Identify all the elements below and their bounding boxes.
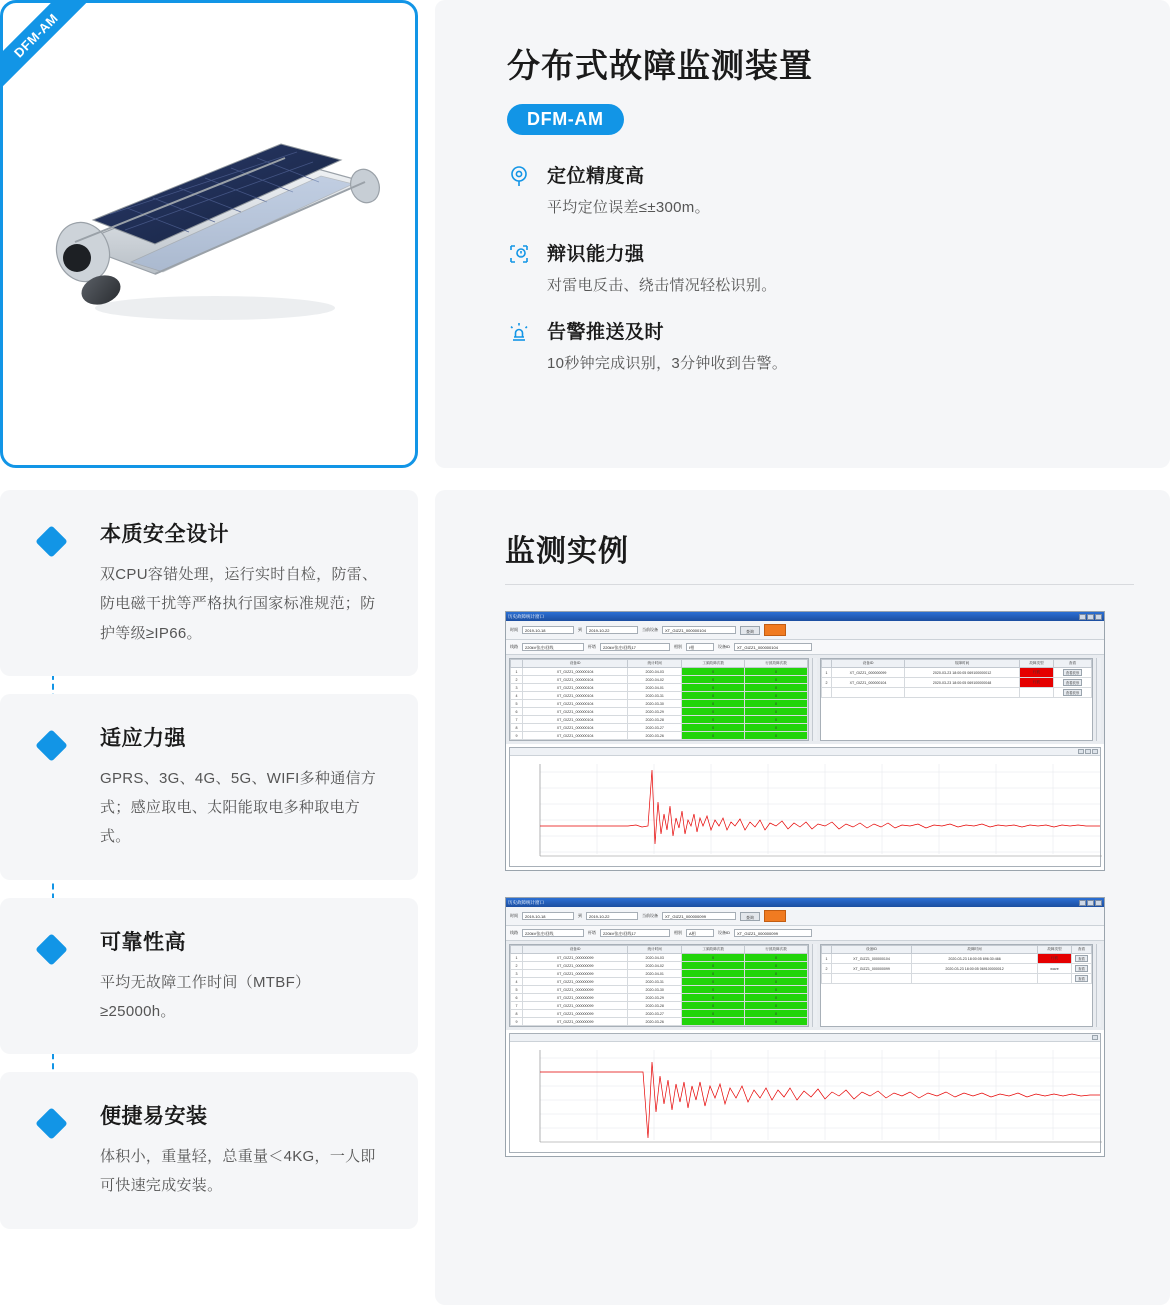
table-row[interactable] xyxy=(511,732,808,740)
pane-scrollbar[interactable] xyxy=(812,658,817,741)
cell-index: 8 xyxy=(511,1010,523,1018)
close-icon[interactable] xyxy=(1095,900,1102,906)
cell-date: 2020-03-26 xyxy=(628,1018,682,1026)
cell-power: 0 xyxy=(682,986,745,994)
cell-index: 6 xyxy=(511,994,523,1002)
table-header-row xyxy=(822,946,1092,954)
pane-scrollbar-right[interactable] xyxy=(1096,658,1101,741)
page-title: 分布式故障监测装置 xyxy=(507,47,813,84)
cell-device: XT_GIZZ1_000000099 xyxy=(523,954,628,962)
cell-wave: 0 xyxy=(745,716,808,724)
cell-wave: 0 xyxy=(745,732,808,740)
table-row[interactable] xyxy=(822,688,1092,698)
query-button[interactable]: 查询 xyxy=(740,626,760,635)
advantage-title: 便捷易安装 xyxy=(100,1105,208,1128)
save-icon[interactable] xyxy=(1092,1035,1098,1040)
cell-power: 0 xyxy=(682,1002,745,1010)
cell-index: 8 xyxy=(511,724,523,732)
tower-label: 杆塔 xyxy=(588,930,596,935)
time-from-input[interactable]: 2019-10-18 xyxy=(522,626,574,634)
cell-date: 2020-03-30 xyxy=(628,700,682,708)
cell-time xyxy=(912,974,1038,984)
time-to-label: 到 xyxy=(578,913,582,918)
cell-index: 5 xyxy=(511,700,523,708)
time-to-input[interactable]: 2019-10-22 xyxy=(586,912,638,920)
cell-power: 0 xyxy=(682,676,745,684)
cell-wave: 0 xyxy=(745,954,808,962)
cell-index: 4 xyxy=(511,978,523,986)
feature-item xyxy=(507,161,1120,217)
cell-date: 2020-03-26 xyxy=(628,732,682,740)
cell-type: 行波 xyxy=(1020,668,1054,678)
col-device-id: 设备ID xyxy=(523,660,628,668)
status-indicator xyxy=(764,910,786,922)
cell-wave: 0 xyxy=(745,978,808,986)
phase-label: 相别 xyxy=(674,930,682,935)
waveform-chart-1[interactable] xyxy=(509,747,1101,867)
window-controls[interactable] xyxy=(1079,900,1102,906)
advantage-card xyxy=(0,694,418,880)
cell-device: XT_GIZZ1_000000099 xyxy=(832,964,912,974)
cell-device: XT_GIZZ1_000000104 xyxy=(523,716,628,724)
cell-date: 2020-04-03 xyxy=(628,954,682,962)
statistics-table-pane[interactable] xyxy=(509,944,809,1027)
table-row[interactable] xyxy=(511,994,808,1002)
window-titlebar xyxy=(506,898,1104,907)
window-panes xyxy=(506,655,1104,744)
feature-title: 告警推送及时 xyxy=(547,322,665,343)
cell-wave: 0 xyxy=(745,724,808,732)
cell-power: 0 xyxy=(682,732,745,740)
view-wave-button[interactable]: 查看波形 xyxy=(1063,679,1083,686)
cell-device: XT_GIZZ1_000000104 xyxy=(523,724,628,732)
cell-date: 2020-03-28 xyxy=(628,1002,682,1010)
device-select[interactable]: XT_GIZZ1_000000099 xyxy=(662,912,736,920)
cell-index: 2 xyxy=(511,676,523,684)
cell-power: 0 xyxy=(682,700,745,708)
col-index xyxy=(511,946,523,954)
cell-wave: 0 xyxy=(745,692,808,700)
advantage-card xyxy=(0,898,418,1055)
table-row[interactable] xyxy=(511,1018,808,1026)
table-row[interactable] xyxy=(822,974,1092,984)
save-icon[interactable] xyxy=(1085,749,1091,754)
table-row[interactable] xyxy=(822,964,1092,974)
col-wave-faults: 行波故障次数 xyxy=(745,946,808,954)
table-row[interactable] xyxy=(511,676,808,684)
statistics-table-pane[interactable] xyxy=(509,658,809,741)
cell-device: XT_GIZZ1_000000099 xyxy=(523,970,628,978)
cell-wave: 0 xyxy=(745,1002,808,1010)
monitoring-column xyxy=(435,490,1170,1305)
software-window-1[interactable] xyxy=(505,611,1105,871)
cell-time xyxy=(905,688,1020,698)
line-select[interactable]: 220kV张庄I回线 xyxy=(522,643,584,651)
cell-date: 2020-04-02 xyxy=(628,962,682,970)
cell-view[interactable] xyxy=(1054,688,1092,698)
window-titlebar xyxy=(506,612,1104,621)
view-wave-button[interactable]: 查看 xyxy=(1075,965,1088,972)
table-row[interactable] xyxy=(511,970,808,978)
cell-index: 6 xyxy=(511,708,523,716)
col-wave-faults: 行波故障次数 xyxy=(745,660,808,668)
cell-device: XT_GIZZ1_000000104 xyxy=(832,954,912,964)
cell-power: 0 xyxy=(682,962,745,970)
tower-select[interactable]: 220kV张庄I回线17 xyxy=(600,643,670,651)
advantage-card xyxy=(0,1072,418,1229)
fault-table-pane[interactable] xyxy=(820,944,1093,1027)
product-info-card xyxy=(435,0,1170,468)
cell-wave: 0 xyxy=(745,668,808,676)
tower-select[interactable]: 220kV张庄I回线17 xyxy=(600,929,670,937)
phase-label: 相别 xyxy=(674,644,682,649)
table-header-row xyxy=(511,660,808,668)
statistics-table xyxy=(510,659,808,740)
col-device-id: 设备ID xyxy=(832,946,912,954)
cell-view[interactable] xyxy=(1054,678,1092,688)
cell-index: 2 xyxy=(822,678,832,688)
col-stat-time: 统计时间 xyxy=(628,946,682,954)
cell-index: 1 xyxy=(822,668,832,678)
pane-scrollbar-right[interactable] xyxy=(1096,944,1101,1027)
cell-wave: 0 xyxy=(745,676,808,684)
window-toolbar[interactable] xyxy=(506,907,1104,926)
cell-wave: 0 xyxy=(745,1018,808,1026)
cell-wave: 0 xyxy=(745,986,808,994)
window-toolbar-second[interactable] xyxy=(506,640,1104,655)
feature-title: 定位精度高 xyxy=(547,166,645,187)
feature-desc: 对雷电反击、绕击情况轻松识别。 xyxy=(547,277,777,294)
device-label: 当前设备 xyxy=(642,627,658,632)
col-index xyxy=(822,660,832,668)
device-id-select[interactable]: XT_GIZZ1_000000099 xyxy=(734,929,812,937)
col-fault-time: 故障时间 xyxy=(912,946,1038,954)
cell-date: 2020-03-28 xyxy=(628,716,682,724)
col-fault-type: 故障类型 xyxy=(1038,946,1072,954)
model-badge: DFM-AM xyxy=(507,104,624,135)
cell-view[interactable] xyxy=(1072,974,1092,984)
line-label: 线路 xyxy=(510,930,518,935)
device-id-select[interactable]: XT_GIZZ1_000000104 xyxy=(734,643,812,651)
minimize-icon[interactable] xyxy=(1079,614,1086,620)
advantage-card xyxy=(0,490,418,676)
cell-device: XT_GIZZ1_000000099 xyxy=(832,668,905,678)
cell-date: 2020-03-30 xyxy=(628,986,682,994)
fault-table xyxy=(821,659,1092,698)
cell-power: 0 xyxy=(682,994,745,1002)
cell-date: 2020-03-27 xyxy=(628,724,682,732)
cell-index: 4 xyxy=(511,692,523,700)
cell-index: 1 xyxy=(822,954,832,964)
table-header-row xyxy=(511,946,808,954)
cell-type: 行波 xyxy=(1020,678,1054,688)
cell-index xyxy=(822,688,832,698)
maximize-icon[interactable] xyxy=(1087,900,1094,906)
time-from-input[interactable]: 2019-10-18 xyxy=(522,912,574,920)
table-row[interactable] xyxy=(511,978,808,986)
cell-power: 0 xyxy=(682,1010,745,1018)
cell-wave: 0 xyxy=(745,708,808,716)
cell-date: 2020-04-01 xyxy=(628,970,682,978)
cell-index: 7 xyxy=(511,1002,523,1010)
cell-device: XT_GIZZ1_000000099 xyxy=(523,986,628,994)
close-icon[interactable] xyxy=(1095,614,1102,620)
line-select[interactable]: 220kV张庄I回线 xyxy=(522,929,584,937)
cell-device: XT_GIZZ1_000000099 xyxy=(523,1002,628,1010)
feature-desc: 10秒钟完成识别，3分钟收到告警。 xyxy=(547,355,788,372)
query-button[interactable]: 查询 xyxy=(740,912,760,921)
feature-title: 辩识能力强 xyxy=(547,244,645,265)
device-id-label: 设备ID xyxy=(718,644,730,649)
table-row[interactable] xyxy=(511,668,808,676)
table-row[interactable] xyxy=(822,668,1092,678)
product-image-card xyxy=(0,0,418,468)
table-header-row xyxy=(822,660,1092,668)
cell-device: XT_GIZZ1_000000099 xyxy=(523,994,628,1002)
bottom-section xyxy=(0,490,1170,1305)
window-title: 历史故障统计窗口 xyxy=(508,613,544,619)
cell-power: 0 xyxy=(682,684,745,692)
col-view: 查看 xyxy=(1054,660,1092,668)
time-label: 时间 xyxy=(510,913,518,918)
feature-list xyxy=(507,161,1120,373)
cell-device: XT_GIZZ1_000000104 xyxy=(523,676,628,684)
col-device-id: 设备ID xyxy=(832,660,905,668)
table-row[interactable] xyxy=(511,954,808,962)
col-power-faults: 工频故障次数 xyxy=(682,660,745,668)
advantage-desc: 体积小，重量轻，总重量＜4KG，一人即可快速完成安装。 xyxy=(100,1148,376,1195)
col-view: 查看 xyxy=(1072,946,1092,954)
cell-view[interactable] xyxy=(1072,964,1092,974)
table-row[interactable] xyxy=(822,678,1092,688)
software-window-2[interactable] xyxy=(505,897,1105,1157)
col-power-faults: 工频故障次数 xyxy=(682,946,745,954)
cell-device: XT_GIZZ1_000000104 xyxy=(523,692,628,700)
chart-toolbar[interactable] xyxy=(510,1034,1100,1042)
advantage-desc: 双CPU容错处理，运行实时自检，防雷、防电磁干扰等严格执行国家标准规范；防护等级≥IP66。 xyxy=(100,566,378,642)
view-wave-button[interactable]: 查看 xyxy=(1075,955,1088,962)
advantage-desc: GPRS、3G、4G、5G、WIFI多种通信方式；感应取电、太阳能取电多种取电方式。 xyxy=(100,769,377,846)
chart-toolbar[interactable] xyxy=(510,748,1100,756)
cell-device: XT_GIZZ1_000000104 xyxy=(523,700,628,708)
feature-item xyxy=(507,239,1120,295)
cell-time: 2020-03-23 18:00:05 069100000012 xyxy=(905,668,1020,678)
col-fault-type: 故障类型 xyxy=(1020,660,1054,668)
statistics-table xyxy=(510,945,808,1026)
cell-power: 0 xyxy=(682,978,745,986)
waveform-svg-2 xyxy=(510,1042,1108,1152)
advantage-title: 可靠性高 xyxy=(100,930,186,954)
cell-date: 2020-03-31 xyxy=(628,692,682,700)
col-fault-time: 故障时间 xyxy=(905,660,1020,668)
table-row[interactable] xyxy=(511,700,808,708)
cell-power: 0 xyxy=(682,692,745,700)
cell-index: 1 xyxy=(511,668,523,676)
section-title: 监测实例 xyxy=(505,535,629,568)
window-panes xyxy=(506,941,1104,1030)
model-ribbon-label: DFM-AM xyxy=(1,1,98,97)
cell-date: 2020-04-01 xyxy=(628,684,682,692)
minimize-icon[interactable] xyxy=(1079,900,1086,906)
advantage-title: 适应力强 xyxy=(100,726,186,750)
cell-wave: 0 xyxy=(745,970,808,978)
table-row[interactable] xyxy=(511,716,808,724)
cell-power: 0 xyxy=(682,668,745,676)
cell-index: 3 xyxy=(511,970,523,978)
fault-table-pane[interactable] xyxy=(820,658,1093,741)
window-toolbar-second[interactable] xyxy=(506,926,1104,941)
col-stat-time: 统计时间 xyxy=(628,660,682,668)
col-index xyxy=(511,660,523,668)
maximize-icon[interactable] xyxy=(1087,614,1094,620)
feature-desc: 平均定位误差≤±300m。 xyxy=(547,199,710,216)
diamond-icon xyxy=(36,526,68,558)
top-section xyxy=(0,0,1170,470)
cell-view[interactable] xyxy=(1054,668,1092,678)
cell-power: 0 xyxy=(682,970,745,978)
window-title: 历史故障统计窗口 xyxy=(508,899,544,905)
cell-wave: 0 xyxy=(745,684,808,692)
cell-index xyxy=(822,974,832,984)
phase-select[interactable]: A相 xyxy=(686,929,714,937)
line-label: 线路 xyxy=(510,644,518,649)
cell-index: 3 xyxy=(511,684,523,692)
cell-time: 2020-03-23 18:00:05 069100000048 xyxy=(905,678,1020,688)
cell-date: 2020-03-27 xyxy=(628,1010,682,1018)
table-row[interactable] xyxy=(511,724,808,732)
cell-power: 0 xyxy=(682,954,745,962)
table-row[interactable] xyxy=(511,986,808,994)
cell-type: 行波 xyxy=(1038,954,1072,964)
table-row[interactable] xyxy=(822,954,1092,964)
device-id-label: 设备ID xyxy=(718,930,730,935)
view-wave-button[interactable]: 查看波形 xyxy=(1063,689,1083,696)
cell-device: XT_GIZZ1_000000104 xyxy=(523,684,628,692)
cell-time: 2020-03-23 18:00:05 696:30:466 xyxy=(912,954,1038,964)
cell-view[interactable] xyxy=(1072,954,1092,964)
diamond-icon xyxy=(36,730,68,762)
window-toolbar[interactable] xyxy=(506,621,1104,640)
device-label: 当前设备 xyxy=(642,913,658,918)
target-icon xyxy=(507,164,531,188)
cell-power: 0 xyxy=(682,1018,745,1026)
cell-index: 2 xyxy=(511,962,523,970)
waveform-chart-2[interactable] xyxy=(509,1033,1101,1153)
advantages-column xyxy=(0,490,418,1305)
cell-index: 9 xyxy=(511,1018,523,1026)
cell-wave: 0 xyxy=(745,700,808,708)
view-wave-button[interactable]: 查看波形 xyxy=(1063,669,1083,676)
print-icon[interactable] xyxy=(1092,749,1098,754)
cell-date: 2020-03-29 xyxy=(628,994,682,1002)
cell-device xyxy=(832,974,912,984)
cell-power: 0 xyxy=(682,716,745,724)
table-row[interactable] xyxy=(511,708,808,716)
diamond-icon xyxy=(36,1108,68,1140)
cell-power: 0 xyxy=(682,708,745,716)
device-svg xyxy=(29,104,389,364)
fault-table xyxy=(821,945,1092,984)
cell-index: 2 xyxy=(822,964,832,974)
cell-index: 9 xyxy=(511,732,523,740)
col-device-id: 设备ID xyxy=(523,946,628,954)
cell-device: XT_GIZZ1_000000104 xyxy=(523,668,628,676)
status-indicator xyxy=(764,624,786,636)
cell-wave: 0 xyxy=(745,1010,808,1018)
cell-type: wave xyxy=(1038,964,1072,974)
table-row[interactable] xyxy=(511,1002,808,1010)
cell-time: 2020-03-23 18:00:05 069100000012 xyxy=(912,964,1038,974)
identify-icon xyxy=(507,242,531,266)
cell-index: 1 xyxy=(511,954,523,962)
pane-scrollbar[interactable] xyxy=(812,944,817,1027)
advantage-title: 本质安全设计 xyxy=(100,523,229,546)
tower-label: 杆塔 xyxy=(588,644,596,649)
cell-type xyxy=(1020,688,1054,698)
time-to-label: 到 xyxy=(578,627,582,632)
diamond-icon xyxy=(36,934,68,966)
device-illustration xyxy=(3,3,415,465)
cell-device xyxy=(832,688,905,698)
time-to-input[interactable]: 2019-10-22 xyxy=(586,626,638,634)
cell-power: 0 xyxy=(682,724,745,732)
device-select[interactable]: XT_GIZZ1_000000104 xyxy=(662,626,736,634)
cell-type xyxy=(1038,974,1072,984)
cell-device: XT_GIZZ1_000000099 xyxy=(523,962,628,970)
col-index xyxy=(822,946,832,954)
advantage-desc: 平均无故障工作时间（MTBF）≥25000h。 xyxy=(100,973,311,1020)
cell-date: 2020-04-02 xyxy=(628,676,682,684)
phase-select[interactable]: I相 xyxy=(686,643,714,651)
cell-date: 2020-04-03 xyxy=(628,668,682,676)
cell-device: XT_GIZZ1_000000104 xyxy=(523,708,628,716)
cell-index: 7 xyxy=(511,716,523,724)
cell-date: 2020-03-31 xyxy=(628,978,682,986)
waveform-svg-1 xyxy=(510,756,1108,866)
cell-wave: 0 xyxy=(745,962,808,970)
cell-wave: 0 xyxy=(745,994,808,1002)
view-wave-button[interactable]: 查看 xyxy=(1075,975,1088,982)
cell-device: XT_GIZZ1_000000104 xyxy=(523,732,628,740)
cell-date: 2020-03-29 xyxy=(628,708,682,716)
section-divider xyxy=(505,584,1134,585)
table-row[interactable] xyxy=(511,692,808,700)
table-row[interactable] xyxy=(511,1010,808,1018)
cell-device: XT_GIZZ1_000000099 xyxy=(523,978,628,986)
window-controls[interactable] xyxy=(1079,614,1102,620)
time-label: 时间 xyxy=(510,627,518,632)
zoom-icon[interactable] xyxy=(1078,749,1084,754)
cell-device: XT_GIZZ1_000000099 xyxy=(523,1010,628,1018)
cell-device: XT_GIZZ1_000000099 xyxy=(523,1018,628,1026)
feature-item xyxy=(507,317,1120,373)
cell-index: 5 xyxy=(511,986,523,994)
table-row[interactable] xyxy=(511,684,808,692)
alarm-icon xyxy=(507,320,531,344)
cell-device: XT_GIZZ1_000000104 xyxy=(832,678,905,688)
table-row[interactable] xyxy=(511,962,808,970)
